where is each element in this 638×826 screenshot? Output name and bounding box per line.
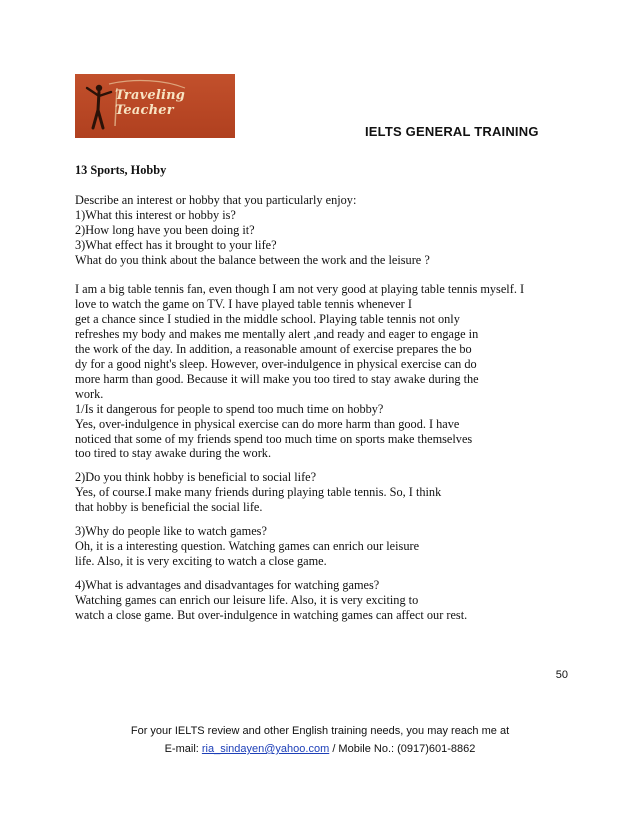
answer-line: Watching games can enrich our leisure life. Also, it is very exciting to	[75, 592, 419, 607]
answer-line: too tired to stay awake during the work.	[75, 446, 272, 461]
answer-line: life. Also, it is very exciting to watch a close game.	[75, 553, 327, 568]
footer-mobile: / Mobile No.: (0917)601-8862	[332, 743, 476, 755]
page-number: 50	[555, 669, 568, 681]
logo-text-line1: Traveling	[115, 88, 186, 103]
answer-block	[75, 282, 575, 461]
answer-line: that hobby is beneficial the social life.	[75, 500, 263, 515]
page-footer	[75, 722, 565, 758]
question-3-block	[75, 524, 575, 569]
answer-line: 1/Is it dangerous for people to spend too much time on hobby?	[75, 401, 384, 416]
prompt-line: 2)How long have you been doing it?	[75, 222, 255, 237]
answer-line: Oh, it is a interesting question. Watching games can enrich our leisure	[75, 538, 420, 553]
answer-line: Yes, over-indulgence in physical exercise can do more harm than good. I have	[75, 416, 460, 431]
prompt-line: 1)What this interest or hobby is?	[75, 207, 236, 222]
answer-line: get a chance since I studied in the middle school. Playing table tennis not only	[75, 312, 460, 327]
answer-line: watch a close game. But over-indulgence in watching games can affect our rest.	[75, 607, 468, 622]
section-heading: 13 Sports, Hobby	[75, 163, 167, 177]
traveling-teacher-logo	[75, 74, 235, 138]
question-line: 4)What is advantages and disadvantages for watching games?	[75, 577, 380, 592]
prompt-line: Describe an interest or hobby that you particularly enjoy:	[75, 192, 357, 207]
logo-text	[115, 88, 233, 118]
question-2-block	[75, 470, 575, 515]
prompt-line: What do you think about the balance between the work and the leisure ?	[75, 252, 430, 267]
answer-line: I am a big table tennis fan, even though I am not very good at playing table tennis myself. I	[75, 282, 525, 297]
answer-line: more harm than good. Because it will make you too tired to stay awake during the	[75, 371, 479, 386]
footer-email-link[interactable]: ria_sindayen@yahoo.com	[201, 743, 330, 755]
answer-line: dy for a good night's sleep. However, over-indulgence in physical exercise can do	[75, 356, 477, 371]
logo-text-line2: Teacher	[115, 103, 174, 118]
answer-line: noticed that some of my friends spend too much time on sports make themselves	[75, 431, 473, 446]
footer-line1: For your IELTS review and other English training needs, you may reach me at	[130, 725, 510, 737]
page-title: IELTS GENERAL TRAINING	[365, 124, 539, 139]
prompt-block	[75, 193, 575, 268]
question-line: 2)Do you think hobby is beneficial to social life?	[75, 470, 317, 485]
footer-line2	[75, 740, 565, 758]
question-line: 3)Why do people like to watch games?	[75, 524, 267, 539]
document-body	[75, 163, 575, 622]
answer-line: refreshes my body and makes me mentally alert ,and ready and eager to engage in	[75, 327, 479, 342]
prompt-line: 3)What effect has it brought to your life?	[75, 237, 277, 252]
answer-line: work.	[75, 386, 104, 401]
answer-line: love to watch the game on TV. I have played table tennis whenever I	[75, 297, 412, 312]
answer-line: Yes, of course.I make many friends during playing table tennis. So, I think	[75, 485, 442, 500]
footer-email-label: E-mail:	[164, 743, 199, 755]
answer-line: the work of the day. In addition, a reasonable amount of exercise prepares the bo	[75, 342, 472, 357]
question-4-block	[75, 578, 575, 623]
